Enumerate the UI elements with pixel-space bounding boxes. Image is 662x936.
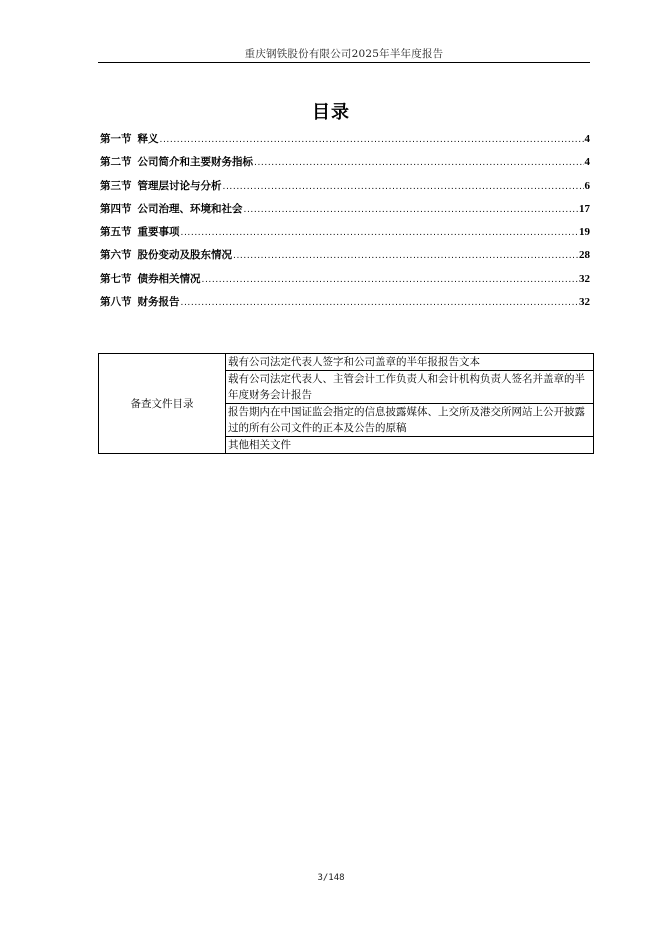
reference-document-item: 报告期内在中国证监会指定的信息披露媒体、上交所及港交所网站上公开披露过的所有公司文件的正本及公告的原稿 [226, 404, 594, 437]
header-rule [98, 62, 590, 63]
toc-page-number: 32 [579, 296, 590, 309]
toc-section-number: 第六节 [100, 249, 132, 262]
toc-section-number: 第二节 [100, 156, 132, 169]
toc-entry[interactable] [100, 178, 590, 201]
toc-section-number: 第八节 [100, 296, 132, 309]
toc-section-title: 重要事项 [137, 226, 180, 239]
toc-section-title: 股份变动及股东情况 [137, 249, 232, 262]
toc-page-number: 19 [579, 226, 590, 239]
toc-page-number: 32 [579, 272, 590, 285]
toc-entry[interactable] [100, 271, 590, 294]
toc-section-number: 第一节 [100, 133, 132, 145]
reference-documents-label: 备查文件目录 [99, 354, 226, 454]
toc-entry-label [100, 154, 253, 169]
toc-page-number: 4 [584, 156, 590, 169]
table-row [99, 354, 594, 371]
toc-entry[interactable] [100, 294, 590, 317]
toc-leader-dots [202, 275, 579, 285]
toc-leader-dots [181, 298, 579, 308]
toc-section-number: 第五节 [100, 226, 132, 239]
page-number: 3/148 [317, 873, 345, 883]
toc-section-title: 公司治理、环境和社会 [137, 202, 243, 215]
reference-document-item: 载有公司法定代表人签字和公司盖章的半年报报告文本 [226, 354, 594, 371]
toc-entry-label [100, 201, 243, 216]
toc-entry-label [100, 271, 201, 286]
toc-page-number: 17 [579, 202, 590, 215]
toc-entry-label [100, 247, 232, 262]
toc-entry-label [100, 178, 222, 193]
toc-page-number: 6 [584, 179, 590, 192]
toc-entry[interactable] [100, 201, 590, 224]
toc-section-title: 公司简介和主要财务指标 [137, 156, 253, 169]
toc-section-title: 管理层讨论与分析 [137, 179, 222, 192]
toc-entry[interactable] [100, 247, 590, 270]
toc-page-number: 28 [579, 249, 590, 262]
toc-section-title: 释义 [137, 133, 159, 145]
toc-leader-dots [160, 135, 584, 145]
toc-entry-label [100, 131, 159, 146]
toc-entry[interactable] [100, 154, 590, 177]
toc-page-number: 4 [584, 133, 590, 145]
reference-document-item: 载有公司法定代表人、主管会计工作负责人和会计机构负责人签名并盖章的半年度财务会计报告 [226, 371, 594, 404]
toc-entry-label [100, 224, 180, 239]
reference-document-item: 其他相关文件 [226, 437, 594, 454]
toc-leader-dots [233, 251, 578, 261]
reference-documents-table [98, 353, 594, 454]
toc-section-number: 第四节 [100, 202, 132, 215]
page-header: 重庆钢铁股份有限公司2025年半年度报告 [244, 48, 444, 60]
table-of-contents [100, 131, 590, 317]
toc-leader-dots [254, 158, 584, 168]
toc-section-number: 第七节 [100, 272, 132, 285]
toc-leader-dots [223, 182, 584, 192]
toc-leader-dots [244, 205, 579, 215]
toc-section-number: 第三节 [100, 179, 132, 192]
toc-entry[interactable] [100, 224, 590, 247]
toc-leader-dots [181, 228, 579, 238]
toc-entry[interactable] [100, 131, 590, 154]
page-title: 目录 [312, 102, 350, 123]
toc-section-title: 财务报告 [137, 296, 180, 309]
toc-section-title: 债券相关情况 [137, 272, 201, 285]
toc-entry-label [100, 294, 180, 309]
